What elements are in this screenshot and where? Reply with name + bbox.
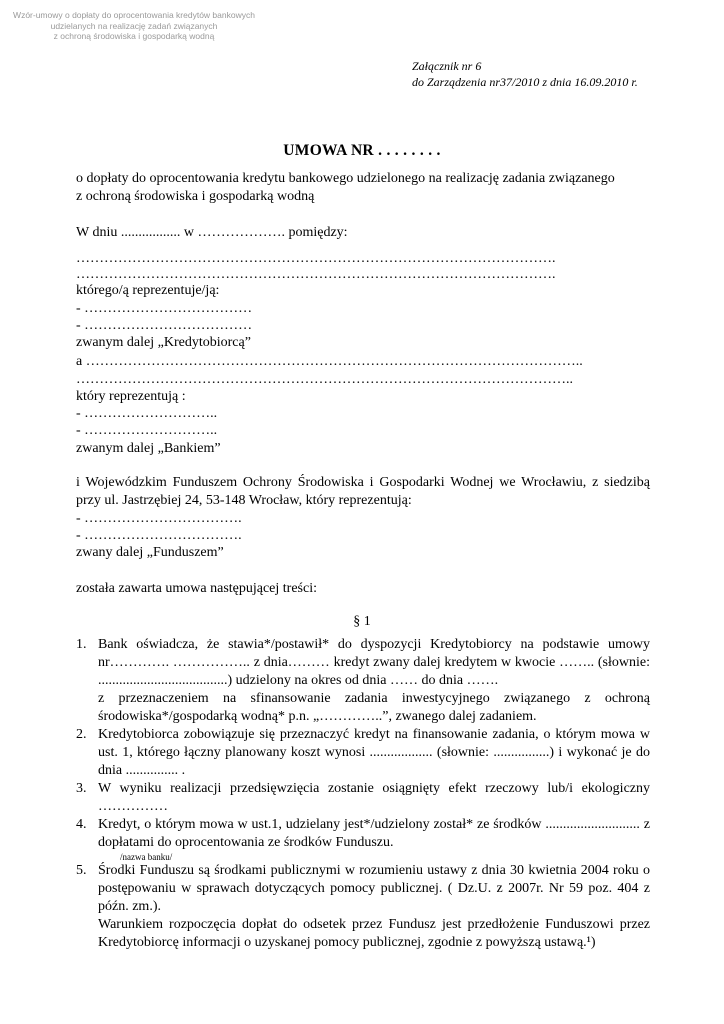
party2-rep: - ……………………….. [76, 406, 218, 421]
item-text: Bank oświadcza, że stawia*/postawił* do dyspozycji Kredytobiorcy na podstawie umowy nr…………. …………….. z dnia……… kredyt zwany dalej kredytem w kwocie …….. (słownie: .....................................) udzielony na okres od dnia …… do dnia ……. [98, 637, 650, 688]
item-text: Kredyt, o którym mowa w ust.1, udzielany jest*/udzielony został* ze środków ........................... z dopłatami do oprocentowania ze środków Funduszu. [98, 817, 650, 850]
party2-dots: a …………………………………………………………………………………………….. [76, 354, 583, 369]
date-line: W dniu ................. w ………………. pomiędzy: [76, 225, 348, 240]
concluded-line: została zawarta umowa następującej treści: [76, 581, 317, 596]
list-item [76, 816, 650, 852]
item-text: Środki Funduszu są środkami publicznymi w rozumieniu ustawy z dnia 30 kwietnia 2004 roku o postępowaniu w sprawach dotyczących pomocy publicznej. ( Dz.U. z 2007r. Nr 59 poz. 404 z późn. zm.). [98, 863, 650, 914]
annex-regulation: do Zarządzenia nr37/2010 z dnia 16.09.2010 r. [412, 75, 638, 89]
party1-rep-label: którego/ą reprezentuje/ją: [76, 283, 220, 298]
annex-reference [412, 58, 638, 90]
subtitle-line: o dopłaty do oprocentowania kredytu bankowego udzielonego na realizację zadania związanego [76, 171, 615, 186]
party1-dots: …………………………………………………………………………………………. [76, 267, 556, 282]
watermark-line: udzielanych na realizację zadań związanych [50, 20, 218, 31]
party2-alias: zwanym dalej „Bankiem” [76, 441, 221, 456]
section-items [76, 636, 650, 952]
watermark-line: z ochroną środowiska i gospodarką wodną [53, 31, 215, 41]
party3-text: i Wojewódzkim Funduszem Ochrony Środowiska i Gospodarki Wodnej we Wrocławiu, z siedzibą przy ul. Jastrzębiej 24, 53-148 Wrocław, który reprezentują: [76, 475, 650, 508]
party2-rep-label: który reprezentują : [76, 389, 186, 404]
watermark [4, 10, 264, 42]
item-number: 5. [76, 863, 87, 878]
watermark-line: Wzór-umowy o dopłaty do oprocentowania kredytów bankowych [13, 10, 255, 20]
section-heading: § 1 [353, 614, 371, 629]
party3-rep: - ……………………………. [76, 511, 242, 526]
annex-number: Załącznik nr 6 [412, 59, 482, 73]
party1-dots: …………………………………………………………………………………………. [76, 251, 556, 266]
party1-rep: - ……………………………… [76, 301, 253, 316]
item-number: 3. [76, 781, 87, 796]
list-item [76, 636, 650, 726]
party1-rep: - ……………………………… [76, 318, 253, 333]
party2-rep: - ……………………….. [76, 423, 218, 438]
item-number: 4. [76, 817, 87, 832]
party3-rep: - ……………………………. [76, 528, 242, 543]
list-item [76, 780, 650, 816]
bank-name-caption: /nazwa banku/ [120, 852, 173, 862]
party3-alias: zwany dalej „Funduszem” [76, 545, 224, 560]
item-text: Warunkiem rozpoczęcia dopłat do odsetek przez Fundusz jest przedłożenie Funduszowi przez Kredytobiorcę informacji o uzyskanej pomocy publicznej, zgodnie z powyższą ustawą.¹) [98, 917, 650, 950]
document-title: UMOWA NR . . . . . . . . [283, 142, 441, 159]
party2-dots: …………………………………………………………………………………………….. [76, 372, 573, 387]
item-text: z przeznaczeniem na sfinansowanie zadania inwestycyjnego związanego z ochroną środowiska*/gospodarką wodną* p.n. „…………..”, zwanego dalej zadaniem. [98, 691, 650, 724]
item-number: 1. [76, 637, 87, 652]
item-number: 2. [76, 727, 87, 742]
item-text: W wyniku realizacji przedsięwzięcia zostanie osiągnięty efekt rzeczowy lub/i ekologiczny …………… [98, 781, 650, 814]
party1-alias: zwanym dalej „Kredytobiorcą” [76, 335, 251, 350]
list-item [76, 862, 650, 952]
subtitle-line: z ochroną środowiska i gospodarką wodną [76, 189, 315, 204]
list-item [76, 726, 650, 780]
item-text: Kredytobiorca zobowiązuje się przeznaczyć kredyt na finansowanie zadania, o którym mowa w ust. 1, którego łączny planowany koszt wynosi .................. (słownie: ................) i wykonać je do dnia ............... . [98, 727, 650, 778]
bank-name-note [76, 852, 650, 862]
